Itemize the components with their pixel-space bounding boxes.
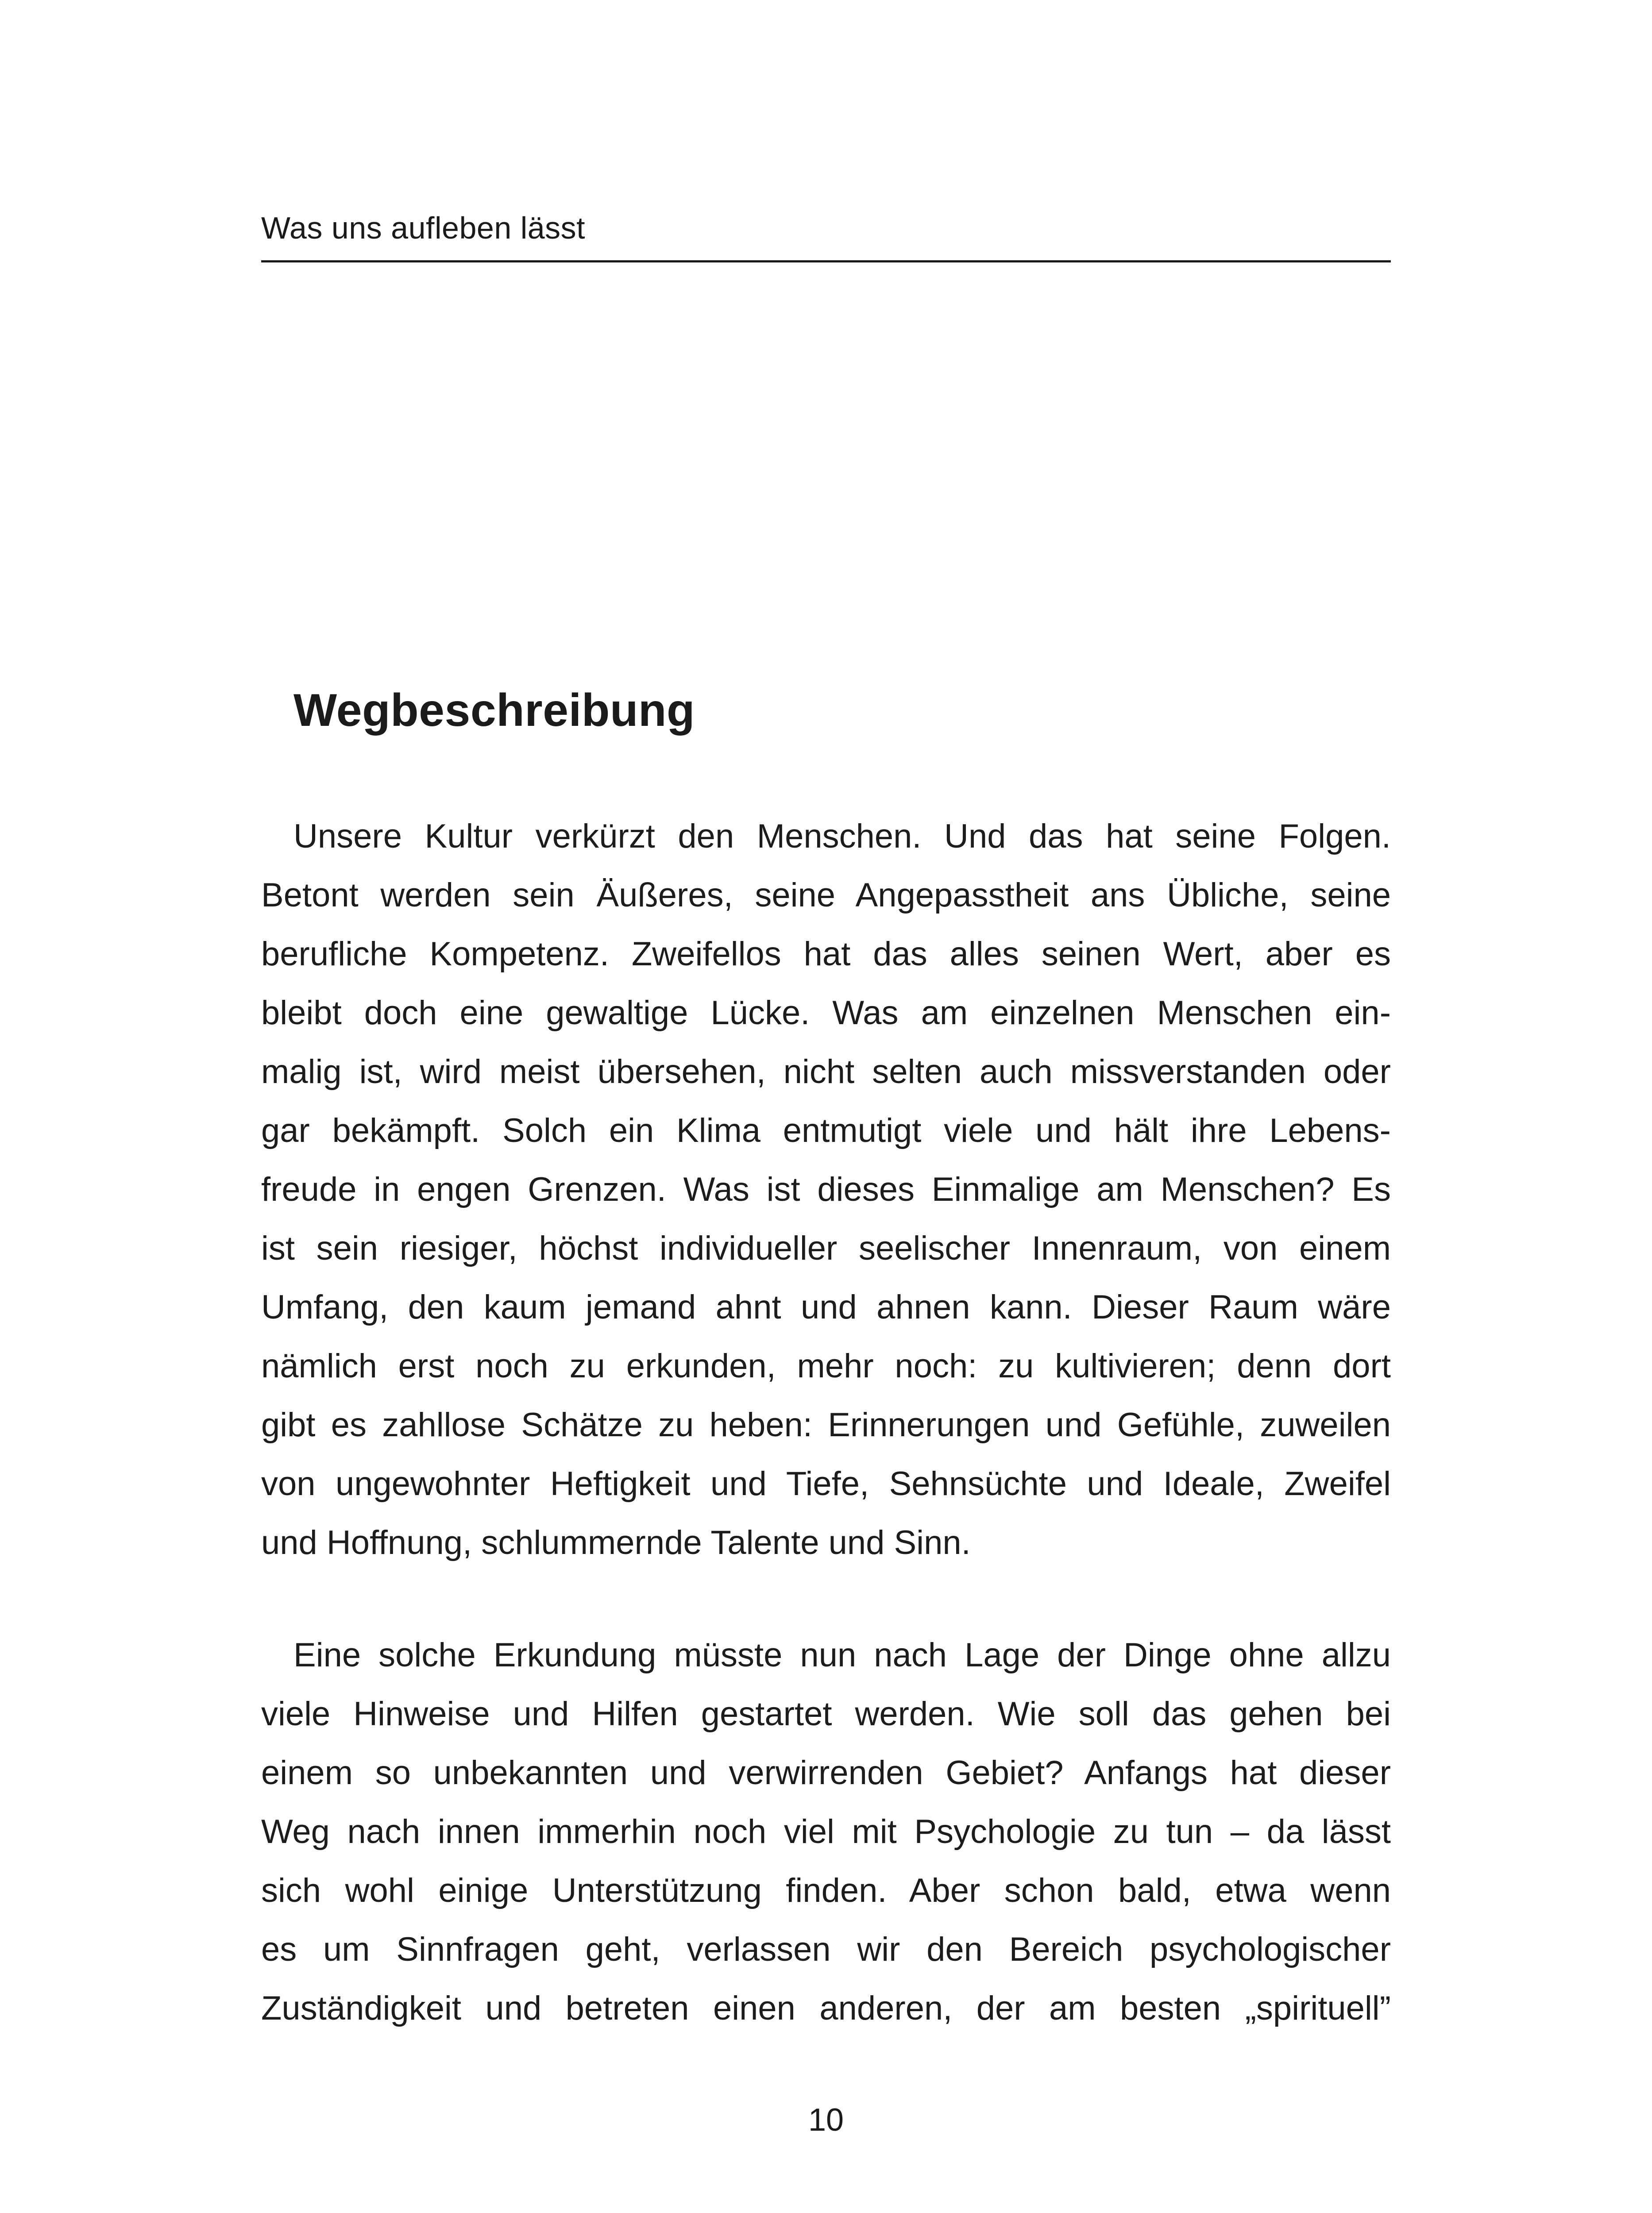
page-number: 10 bbox=[808, 2102, 844, 2138]
text-line: sich wohl einige Unterstützung finden. Aber schon bald, etwa wenn bbox=[261, 1872, 1391, 1909]
text-line: viele Hinweise und Hilfen gestartet werden. Wie soll das gehen bei bbox=[261, 1695, 1391, 1733]
text-line: von ungewohnter Heftigkeit und Tiefe, Sehnsüchte und Ideale, Zweifel bbox=[261, 1465, 1391, 1503]
text-line: malig ist, wird meist übersehen, nicht selten auch missverstanden oder bbox=[261, 1053, 1391, 1091]
text-line: es um Sinnfragen geht, verlassen wir den Bereich psychologischer bbox=[261, 1931, 1391, 1968]
header-rule bbox=[261, 260, 1391, 262]
text-line: Umfang, den kaum jemand ahnt und ahnen kann. Dieser Raum wäre bbox=[261, 1288, 1391, 1326]
text-line: berufliche Kompetenz. Zweifellos hat das alles seinen Wert, aber es bbox=[261, 935, 1391, 973]
running-header: Was uns aufleben lässt bbox=[261, 211, 586, 245]
text-line: bleibt doch eine gewaltige Lücke. Was am einzelnen Menschen ein- bbox=[261, 994, 1391, 1032]
text-line: und Hoffnung, schlummernde Talente und Sinn. bbox=[261, 1524, 971, 1561]
text-line: gar bekämpft. Solch ein Klima entmutigt viele und hält ihre Lebens- bbox=[261, 1112, 1391, 1149]
paragraph bbox=[261, 1626, 1391, 2038]
text-line: Zuständigkeit und betreten einen anderen, der am besten „spirituell” bbox=[261, 1989, 1391, 2027]
text-line: einem so unbekannten und verwirrenden Gebiet? Anfangs hat dieser bbox=[261, 1754, 1391, 1792]
text-line: nämlich erst noch zu erkunden, mehr noch: zu kultivieren; denn dort bbox=[261, 1347, 1391, 1385]
text-line: gibt es zahllose Schätze zu heben: Erinnerungen und Gefühle, zuweilen bbox=[261, 1406, 1391, 1444]
text-line: Weg nach innen immerhin noch viel mit Psychologie zu tun – da lässt bbox=[261, 1813, 1391, 1851]
text-line: freude in engen Grenzen. Was ist dieses Einmalige am Menschen? Es bbox=[261, 1171, 1391, 1208]
text-line: Betont werden sein Äußeres, seine Angepasstheit ans Übliche, seine bbox=[261, 876, 1391, 914]
text-line: ist sein riesiger, höchst individueller seelischer Innenraum, von einem bbox=[261, 1230, 1391, 1267]
text-line: Eine solche Erkundung müsste nun nach Lage der Dinge ohne allzu bbox=[293, 1636, 1391, 1674]
paragraph bbox=[261, 807, 1391, 1572]
text-line: Unsere Kultur verkürzt den Menschen. Und das hat seine Folgen. bbox=[293, 817, 1391, 855]
chapter-title: Wegbeschreibung bbox=[293, 685, 695, 736]
